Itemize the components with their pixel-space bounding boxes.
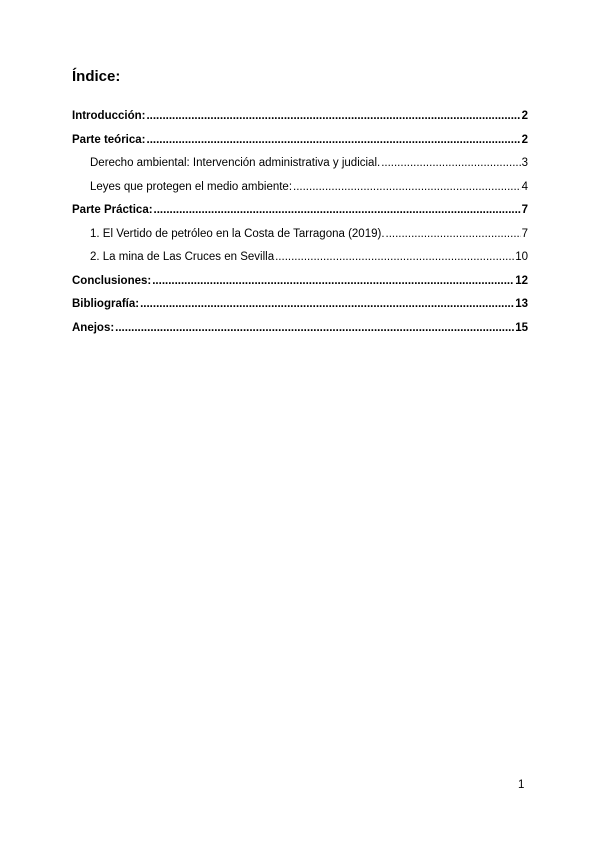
toc-entry-label: 2. La mina de Las Cruces en Sevilla [90, 251, 275, 263]
toc-entry-introduccion[interactable] [72, 106, 528, 130]
dot-leader [152, 271, 514, 291]
toc-entry-page: 2 [521, 110, 528, 122]
toc-entry-parte-practica[interactable] [72, 200, 528, 224]
toc-entry-leyes[interactable] [72, 177, 528, 201]
dot-leader [115, 318, 514, 338]
toc-entry-label: Anejos: [72, 321, 115, 334]
dot-leader [140, 294, 514, 314]
toc-entry-page: 10 [515, 251, 528, 263]
toc-entry-label: Conclusiones: [72, 274, 152, 287]
toc-entry-page: 7 [521, 204, 528, 216]
toc-entry-derecho-ambiental[interactable] [72, 153, 528, 177]
toc-entry-label: Derecho ambiental: Intervención administrativa y judicial. [90, 157, 381, 169]
toc-entry-anejos[interactable] [72, 318, 528, 342]
toc-entry-parte-teorica[interactable] [72, 130, 528, 154]
toc-entry-label: Bibliografía: [72, 298, 140, 310]
toc-entry-bibliografia[interactable] [72, 294, 528, 318]
toc-entry-page: 12 [515, 274, 528, 287]
dot-leader [381, 153, 520, 173]
dot-leader [146, 106, 520, 126]
page-number: 1 [518, 779, 525, 791]
table-of-contents [72, 106, 528, 341]
toc-entry-label: Leyes que protegen el medio ambiente: [90, 180, 293, 193]
dot-leader [386, 224, 521, 244]
toc-entry-vertido-petroleo[interactable] [72, 224, 528, 248]
toc-entry-label: Parte teórica: [72, 133, 146, 146]
toc-entry-label: Introducción: [72, 110, 146, 122]
toc-title: Índice: [72, 68, 121, 85]
toc-entry-page: 7 [521, 227, 528, 240]
toc-entry-conclusiones[interactable] [72, 271, 528, 295]
dot-leader [154, 200, 521, 220]
dot-leader [147, 130, 521, 150]
toc-entry-page: 15 [515, 321, 528, 334]
toc-entry-page: 3 [521, 157, 528, 169]
toc-entry-page: 2 [521, 133, 528, 146]
toc-entry-mina-las-cruces[interactable] [72, 247, 528, 271]
toc-entry-page: 13 [515, 298, 528, 310]
toc-entry-page: 4 [521, 180, 528, 193]
dot-leader [275, 247, 514, 267]
toc-entry-label: Parte Práctica: [72, 204, 153, 216]
toc-entry-label: 1. El Vertido de petróleo en la Costa de Tarragona (2019). [90, 227, 385, 240]
dot-leader [293, 177, 521, 197]
